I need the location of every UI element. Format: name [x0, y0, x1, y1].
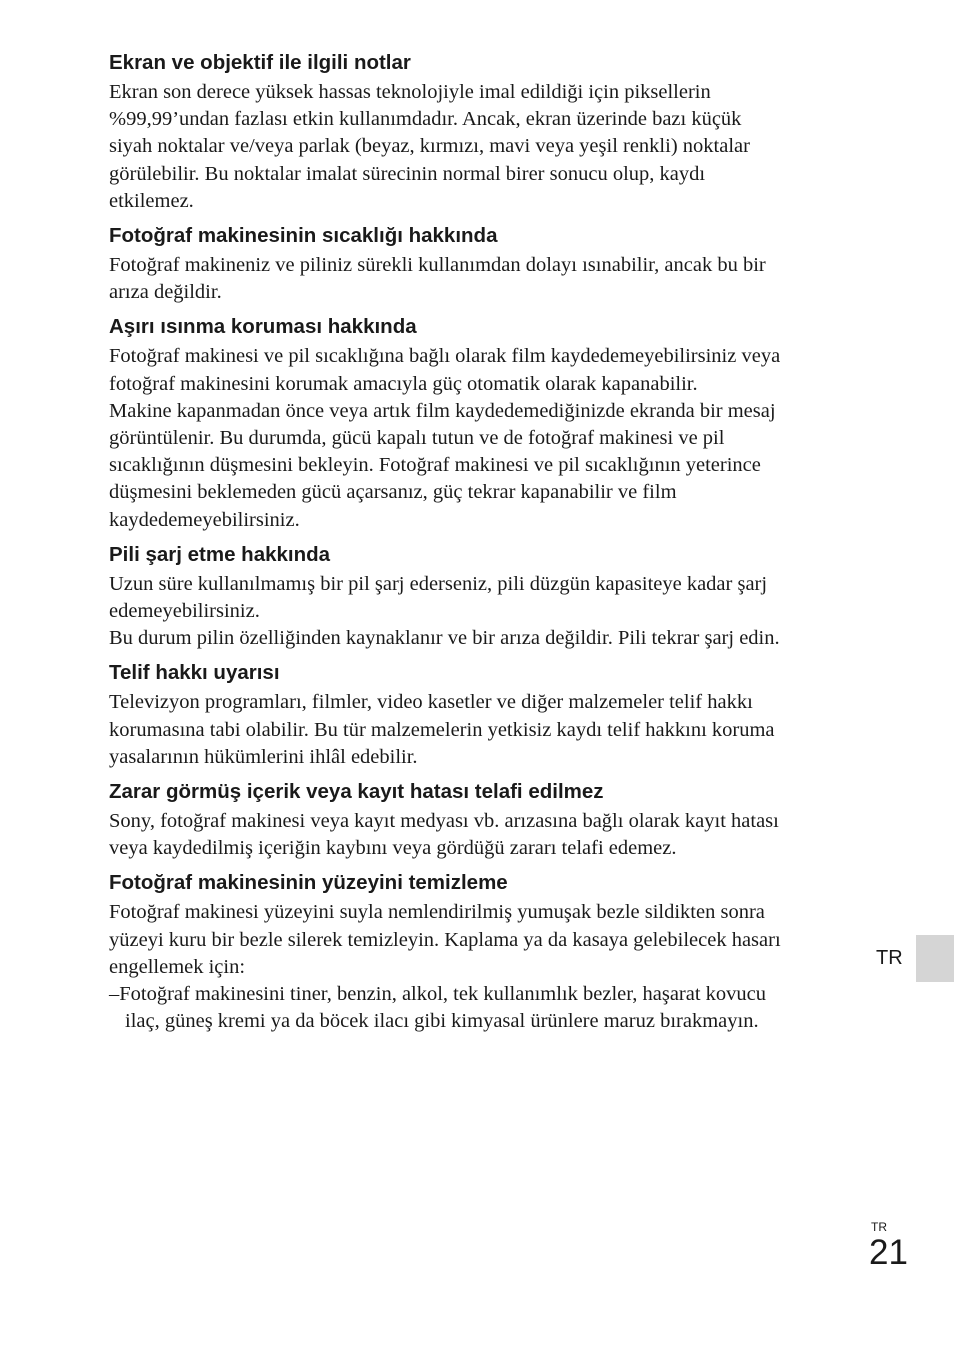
body-line: Fotoğraf makineniz ve piliniz sürekli kullanımdan dolayı ısınabilir, ancak bu bir: [109, 254, 766, 277]
section-body: [109, 808, 869, 862]
section-heading: Pili şarj etme hakkında: [109, 542, 331, 566]
body-line: görüntülenir. Bu durumda, gücü kapalı tutun ve de fotoğraf makinesi ve pil: [109, 427, 725, 450]
section-screen-lens-notes: [109, 50, 869, 215]
body-line: siyah noktalar ve/veya parlak (beyaz, kırmızı, mavi veya yeşil renkli) noktalar: [109, 135, 750, 158]
section-copyright-warning: [109, 660, 869, 771]
body-line: Ekran son derece yüksek hassas teknolojiyle imal edildiği için piksellerin: [109, 81, 711, 103]
section-camera-temperature: [109, 223, 869, 306]
section-body: [109, 571, 869, 653]
section-heading: Aşırı ısınma koruması hakkında: [109, 315, 417, 339]
body-line: düşmesini beklemeden gücü açarsanız, güç tekrar kapanabilir ve film: [109, 481, 677, 504]
bullet-item: [109, 981, 869, 1008]
section-surface-cleaning: [109, 870, 869, 1035]
section-body: [109, 79, 869, 215]
language-tab: [916, 935, 954, 982]
section-heading: Ekran ve objektif ile ilgili notlar: [109, 51, 411, 74]
body-line: fotoğraf makinesini korumak amacıyla güç otomatik olarak kapanabilir.: [109, 372, 698, 395]
body-line: veya kaydedilmiş içeriğin kaybını veya gördüğü zararı telafi edemez.: [109, 837, 677, 860]
section-body: [109, 689, 869, 771]
section-heading: Telif hakkı uyarısı: [109, 661, 280, 685]
body-line: korumasına tabi olabilir. Bu tür malzemelerin yetkisiz kaydı telif hakkını koruma: [109, 718, 775, 741]
section-no-compensation: [109, 779, 869, 862]
section-heading: Zarar görmüş içerik veya kayıt hatası telafi edilmez: [109, 780, 604, 804]
section-body: [109, 899, 869, 1035]
body-line: Fotoğraf makinesi yüzeyini suyla nemlendirilmiş yumuşak bezle sildikten sonra: [109, 901, 765, 924]
page-number: 21: [869, 1233, 908, 1272]
body-line: Bu durum pilin özelliğinden kaynaklanır ve bir arıza değildir. Pili tekrar şarj edin.: [109, 627, 780, 650]
body-line: görülebilir. Bu noktalar imalat sürecinin normal birer sonucu olup, kaydı: [109, 162, 706, 185]
section-body: [109, 343, 869, 533]
body-line: edemeyebilirsiniz.: [109, 600, 260, 623]
section-battery-charging: [109, 542, 869, 653]
body-line: yasalarının hükümlerini ihlâl edebilir.: [109, 745, 418, 768]
body-line: engellemek için:: [109, 955, 246, 978]
section-heading: Fotoğraf makinesinin yüzeyini temizleme: [109, 871, 508, 895]
body-line: %99,99’undan fazlası etkin kullanımdadır. Ancak, ekran üzerinde bazı küçük: [109, 108, 742, 131]
bullet-continuation: ilaç, güneş kremi ya da böcek ilacı gibi kimyasal ürünlere maruz bırakmayın.: [125, 1010, 759, 1033]
section-overheat-protection: [109, 314, 869, 533]
body-line: kaydedemeyebilirsiniz.: [109, 508, 300, 531]
body-line: Sony, fotoğraf makinesi veya kayıt medyası vb. arızasına bağlı olarak kayıt hatası: [109, 810, 779, 833]
page-number-superscript: TR: [871, 1220, 887, 1234]
body-line: Televizyon programları, filmler, video kasetler ve diğer malzemeler telif hakkı: [109, 691, 753, 714]
bullet-text: Fotoğraf makinesini tiner, benzin, alkol, tek kullanımlık bezler, haşarat kovucu: [119, 983, 767, 1006]
body-line: Uzun süre kullanılmamış bir pil şarj ederseniz, pili düzgün kapasiteye kadar şarj: [109, 572, 768, 595]
body-line: arıza değildir.: [109, 281, 222, 304]
body-line: etkilemez.: [109, 189, 194, 212]
page-content: [109, 50, 869, 1035]
section-body: [109, 252, 869, 306]
body-line: Makine kapanmadan önce veya artık film kaydedemediğinizde ekranda bir mesaj: [109, 399, 776, 422]
body-line: yüzeyi kuru bir bezle silerek temizleyin. Kaplama ya da kasaya gelebilecek hasarı: [109, 928, 781, 951]
body-line: Fotoğraf makinesi ve pil sıcaklığına bağlı olarak film kaydedemeyebilirsiniz veya: [109, 345, 781, 368]
body-line: sıcaklığının düşmesini bekleyin. Fotoğraf makinesi ve pil sıcaklığının yeterince: [109, 454, 761, 477]
bullet-marker: –: [109, 983, 120, 1006]
language-label: TR: [876, 947, 903, 969]
section-heading: Fotoğraf makinesinin sıcaklığı hakkında: [109, 224, 498, 248]
